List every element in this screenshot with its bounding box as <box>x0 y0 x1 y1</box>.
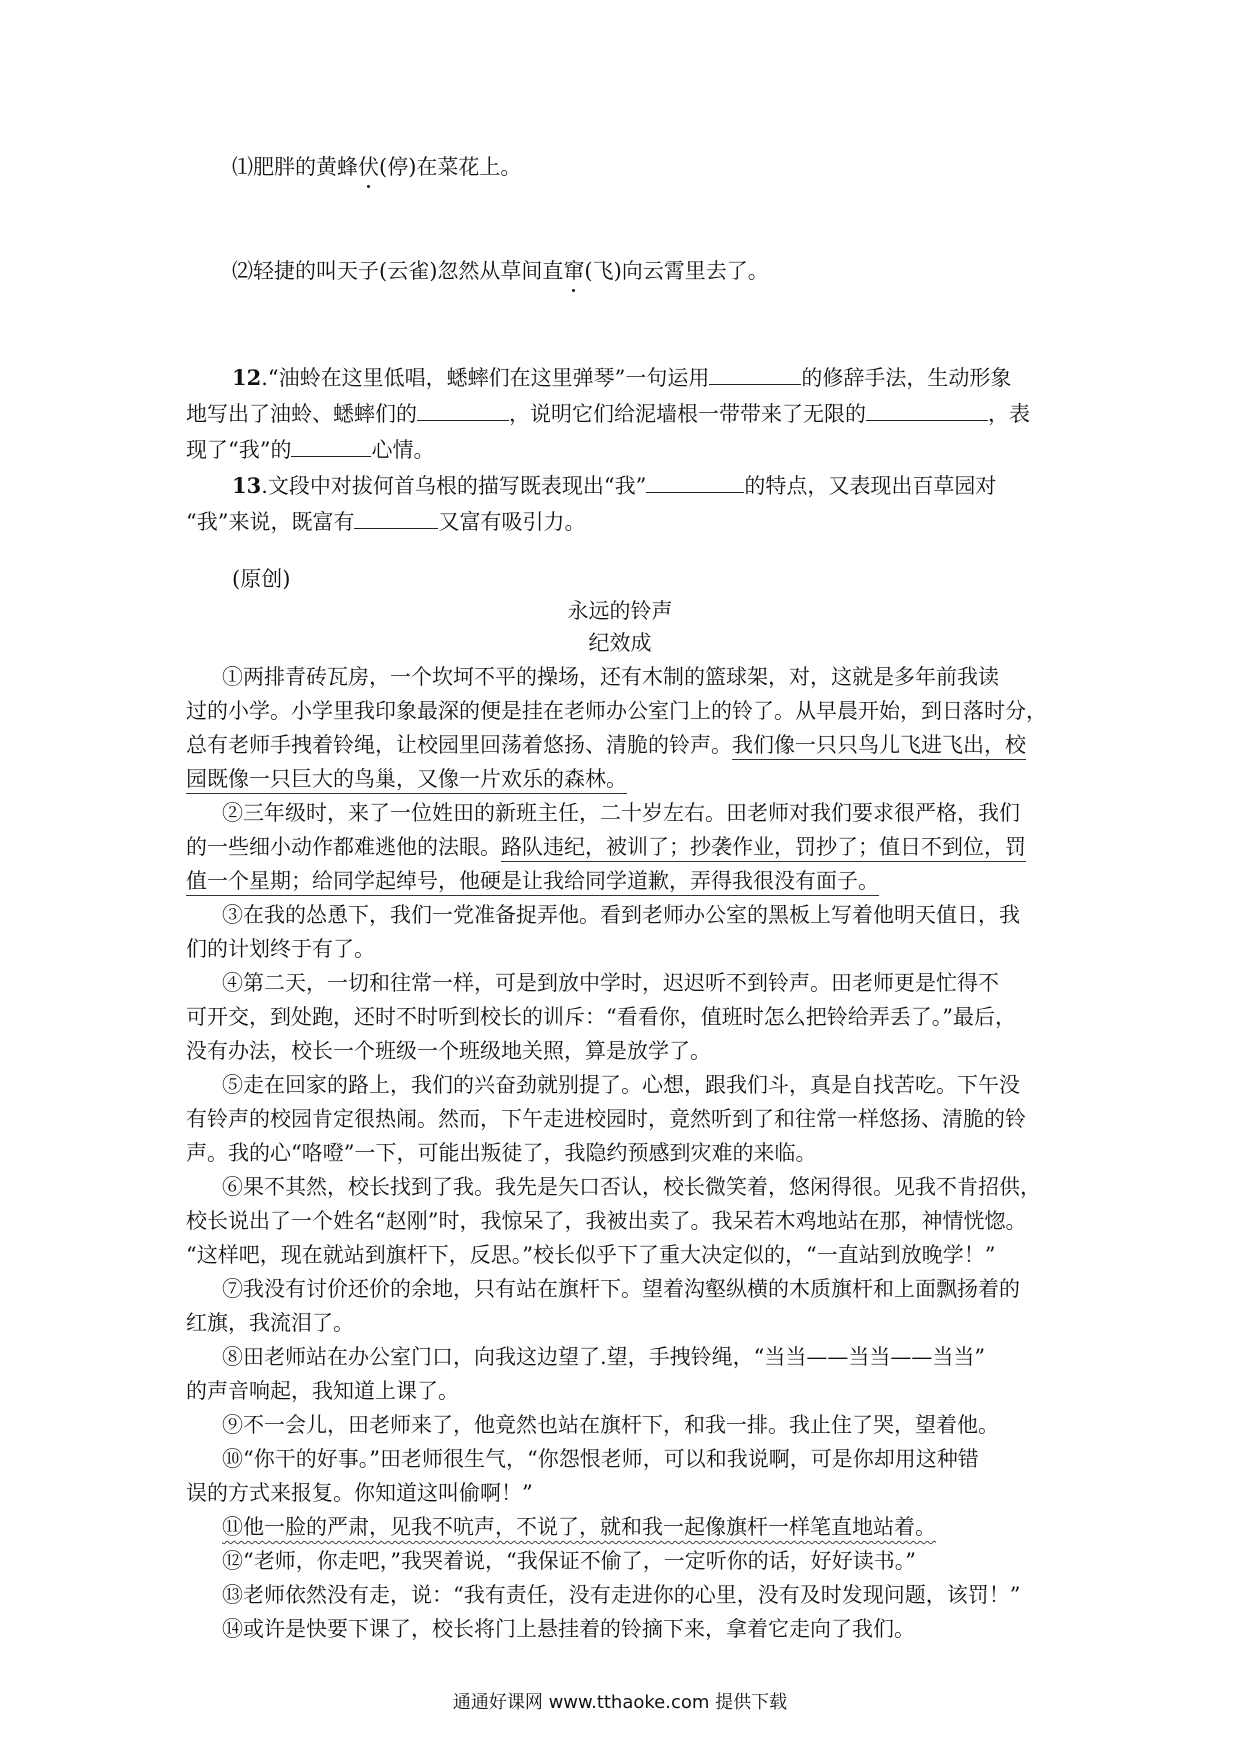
source-note: (原创) <box>232 567 291 591</box>
question-text: ，说明它们给泥墙根一带带来了无限的 <box>509 402 866 426</box>
paragraph-line: ④第二天，一切和往常一样，可是到放中学时，迟迟听不到铃声。田老师更是忙得不 <box>222 971 999 995</box>
text-span: 的一些细小动作都难逃他的法眼。 <box>186 835 501 859</box>
paragraph-13 <box>186 1578 1056 1612</box>
paragraph-line <box>186 830 1056 864</box>
paragraph-line <box>186 728 1056 762</box>
paragraph-line: ⑥果不其然，校长找到了我。我先是矢口否认，校长微笑着，悠闲得很。见我不肯招供， <box>222 1175 1041 1199</box>
sentence-2-part-b: (飞)向云霄里去了。 <box>584 259 769 283</box>
question-13-line-2 <box>186 506 585 537</box>
answer-blank[interactable] <box>709 362 801 385</box>
question-text: 的修辞手法，生动形象 <box>801 366 1012 390</box>
paragraph-line: ⑬老师依然没有走，说：“我有责任，没有走进你的心里，没有及时发现问题，该罚！” <box>222 1583 1021 1607</box>
question-12-line-1 <box>232 362 1011 393</box>
paragraph-line: ②三年级时，来了一位姓田的新班主任，二十岁左右。田老师对我们要求很严格，我们 <box>222 801 1020 825</box>
page-footer: 通通好课网 www.tthaoke.com 提供下载 <box>452 1692 788 1713</box>
paragraph-line <box>186 864 1056 898</box>
paragraph-line: ⑧田老师站在办公室门口，向我这边望了.望，手拽铃绳，“当当——当当——当当” <box>222 1345 986 1369</box>
paragraph-line: ⑨不一会儿，田老师来了，他竟然也站在旗杆下，和我一排。我止住了哭，望着他。 <box>222 1413 999 1437</box>
article-author: 纪效成 <box>588 631 652 655</box>
paragraph-2 <box>186 796 1056 898</box>
paragraph-line: ⑭或许是快要下课了，校长将门上悬挂着的铃摘下来，拿着它走向了我们。 <box>222 1617 915 1641</box>
sentence-2-part-a: ⑵轻捷的叫天子(云雀)忽然从草间直 <box>232 259 564 283</box>
paragraph-line: ⑤走在回家的路上，我们的兴奋劲就别提了。心想，跟我们斗，真是自找苦吃。下午没 <box>222 1073 1020 1097</box>
paragraph-line: “这样吧，现在就站到旗杆下，反思。”校长似乎下了重大决定似的，“一直站到放晚学！” <box>186 1243 996 1267</box>
paragraph-5 <box>186 1068 1056 1170</box>
paragraph-line: 的声音响起，我知道上课了。 <box>186 1379 459 1403</box>
paragraph-4 <box>186 966 1056 1068</box>
question-number: 12 <box>232 365 262 390</box>
paragraph-line: 误的方式来报复。你知道这叫偷啊！” <box>186 1481 533 1505</box>
question-text: 地写出了油蛉、蟋蟀们的 <box>186 402 417 426</box>
paragraph-line: ⑩“你干的好事。”田老师很生气，“你怨恨老师，可以和我说啊，可是你却用这种错 <box>222 1447 979 1471</box>
paragraph-10 <box>186 1442 1056 1510</box>
paragraph-3 <box>186 898 1056 966</box>
answer-blank[interactable] <box>866 398 988 421</box>
paragraph-9 <box>186 1408 1056 1442</box>
sentence-1-part-a: ⑴肥胖的黄蜂 <box>232 155 358 179</box>
underlined-sentence: 值一个星期；给同学起绰号，他硬是让我给同学道歉，弄得我很没有面子。 <box>186 869 879 896</box>
answer-blank[interactable] <box>417 398 509 421</box>
article-title: 永远的铃声 <box>567 599 673 623</box>
question-text: .“油蛉在这里低唱，蟋蟀们在这里弹琴”一句运用 <box>261 366 710 390</box>
question-13-line-1 <box>232 470 996 501</box>
paragraph-line <box>186 762 1056 796</box>
paragraph-7 <box>186 1272 1056 1340</box>
paragraph-line: 没有办法，校长一个班级一个班级地关照，算是放学了。 <box>186 1039 711 1063</box>
sentence-2 <box>232 256 769 286</box>
paragraph-line: ③在我的怂恿下，我们一党准备捉弄他。看到老师办公室的黑板上写着他明天值日，我 <box>222 903 1020 927</box>
dotted-word: 伏 <box>358 152 379 182</box>
sentence-1-part-b: (停)在菜花上。 <box>379 155 522 179</box>
paragraph-line: 红旗，我流泪了。 <box>186 1311 354 1335</box>
sentence-1 <box>232 152 521 182</box>
paragraph-line: 过的小学。小学里我印象最深的便是挂在老师办公室门上的铃了。从早晨开始，到日落时分， <box>186 699 1047 723</box>
paragraph-11 <box>186 1510 1056 1544</box>
question-text: 现了“我”的 <box>186 438 292 462</box>
answer-blank[interactable] <box>354 506 438 529</box>
paragraph-line: 声。我的心“咯噔”一下，可能出叛徒了，我隐约预感到灾难的来临。 <box>186 1141 817 1165</box>
paragraph-line: 有铃声的校园肯定很热闹。然而，下午走进校园时，竟然听到了和往常一样悠扬、清脆的铃 <box>186 1107 1026 1131</box>
paragraph-line: ①两排青砖瓦房，一个坎坷不平的操场，还有木制的篮球架，对，这就是多年前我读 <box>222 665 999 689</box>
paragraph-1 <box>186 660 1056 796</box>
question-12-line-2 <box>186 398 1030 429</box>
paragraph-line: ⑫“老师，你走吧，”我哭着说，“我保证不偷了，一定听你的话，好好读书。” <box>222 1549 916 1573</box>
paragraph-line: 校长说出了一个姓名“赵刚”时，我惊呆了，我被出卖了。我呆若木鸡地站在那，神情恍惚。 <box>186 1209 1027 1233</box>
question-text: 的特点，又表现出百草园对 <box>744 474 997 498</box>
question-text: .文段中对拔何首乌根的描写既表现出“我” <box>261 474 647 498</box>
paragraph-line: ⑦我没有讨价还价的余地，只有站在旗杆下。望着沟壑纵横的木质旗杆和上面飘扬着的 <box>222 1277 1020 1301</box>
question-text: ，表 <box>988 402 1030 426</box>
paragraph-12 <box>186 1544 1056 1578</box>
answer-blank[interactable] <box>646 470 744 493</box>
paragraph-line: 们的计划终于有了。 <box>186 937 375 961</box>
underlined-sentence: 路队违纪，被训了；抄袭作业，罚抄了；值日不到位，罚 <box>501 835 1026 862</box>
text-span: 总有老师手拽着铃绳，让校园里回荡着悠扬、清脆的铃声。 <box>186 733 732 757</box>
question-text: “我”来说，既富有 <box>186 510 355 534</box>
dotted-word: 窜 <box>563 256 584 286</box>
paragraph-8 <box>186 1340 1056 1408</box>
question-12-line-3 <box>186 434 434 465</box>
paragraph-14 <box>186 1612 1056 1646</box>
question-number: 13 <box>232 473 262 498</box>
question-text: 心情。 <box>371 438 435 462</box>
paragraph-6 <box>186 1170 1056 1272</box>
underlined-sentence: 园既像一只巨大的鸟巢，又像一片欢乐的森林。 <box>186 767 627 794</box>
paragraph-line <box>186 1510 1056 1544</box>
wavy-underlined-sentence: ⑪他一脸的严肃，见我不吭声，不说了，就和我一起像旗杆一样笔直地站着。 <box>222 1515 936 1539</box>
paragraph-line: 可开交，到处跑，还时不时听到校长的训斥：“看看你，值班时怎么把铃给弄丢了。”最后， <box>186 1005 1016 1029</box>
underlined-sentence: 我们像一只只鸟儿飞进飞出，校 <box>732 733 1026 760</box>
question-text: 又富有吸引力。 <box>438 510 586 534</box>
answer-blank[interactable] <box>291 434 371 457</box>
